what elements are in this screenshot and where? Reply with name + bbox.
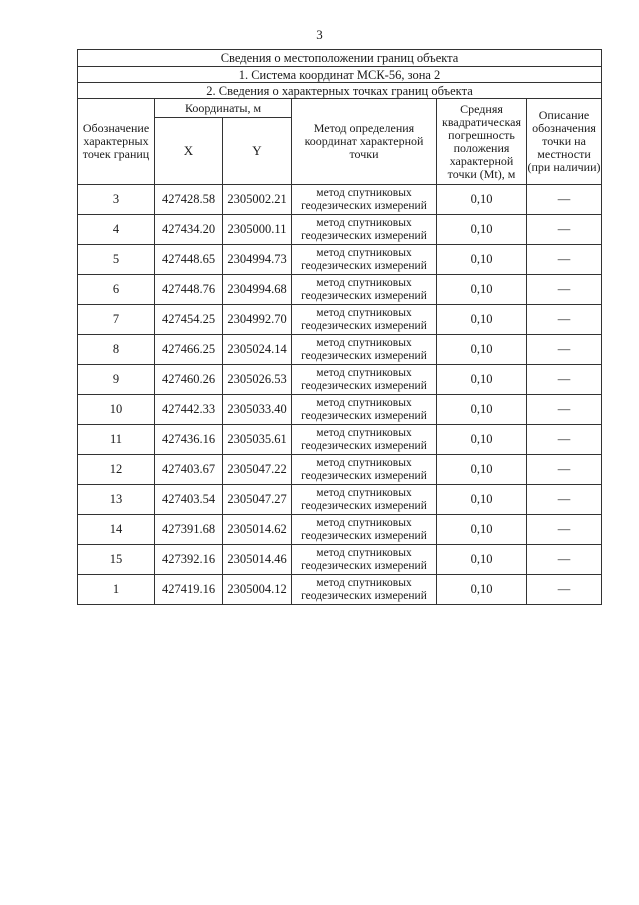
method-text-line2: геодезических измерений: [301, 349, 427, 362]
table-row: [78, 575, 602, 605]
method-cell: [292, 365, 437, 395]
x-coordinate-cell: 427392.16: [155, 545, 223, 575]
header-description: Описание обозначения точки на местности (при наличии): [527, 99, 602, 185]
method-cell: [292, 305, 437, 335]
method-text-line1: метод спутниковых: [316, 247, 412, 259]
y-coordinate-cell: 2304994.68: [223, 275, 292, 305]
method-text-line2: геодезических измерений: [301, 289, 427, 302]
method-cell: [292, 245, 437, 275]
x-coordinate-cell: 427428.58: [155, 185, 223, 215]
x-coordinate-cell: 427442.33: [155, 395, 223, 425]
table-row: [78, 245, 602, 275]
boundary-points-table: [77, 49, 602, 605]
accuracy-cell: 0,10: [437, 365, 527, 395]
x-coordinate-cell: 427419.16: [155, 575, 223, 605]
method-text-line2: геодезических измерений: [301, 529, 427, 542]
x-coordinate-cell: 427436.16: [155, 425, 223, 455]
method-text-line2: геодезических измерений: [301, 199, 427, 212]
coordinate-system-label: 1. Система координат МСК-56, зона 2: [78, 67, 602, 83]
method-text-line2: геодезических измерений: [301, 559, 427, 572]
method-cell: [292, 545, 437, 575]
description-cell: —: [527, 395, 602, 425]
point-id-cell: 11: [78, 425, 155, 455]
table-row: [78, 455, 602, 485]
header-y: Y: [223, 118, 292, 185]
method-text-line2: геодезических измерений: [301, 439, 427, 452]
point-id-cell: 9: [78, 365, 155, 395]
method-cell: [292, 395, 437, 425]
method-cell: [292, 485, 437, 515]
x-coordinate-cell: 427391.68: [155, 515, 223, 545]
table-row: [78, 545, 602, 575]
method-text-line1: метод спутниковых: [316, 397, 412, 409]
table-row: [78, 395, 602, 425]
y-coordinate-cell: 2305004.12: [223, 575, 292, 605]
method-text-line1: метод спутниковых: [316, 367, 412, 379]
y-coordinate-cell: 2305035.61: [223, 425, 292, 455]
method-text-line1: метод спутниковых: [316, 307, 412, 319]
method-text-line1: метод спутниковых: [316, 217, 412, 229]
section-row: [78, 83, 602, 99]
method-text-line1: метод спутниковых: [316, 457, 412, 469]
description-cell: —: [527, 515, 602, 545]
x-coordinate-cell: 427460.26: [155, 365, 223, 395]
table-row: [78, 215, 602, 245]
description-cell: —: [527, 245, 602, 275]
method-cell: [292, 455, 437, 485]
method-cell: [292, 335, 437, 365]
method-text-line2: геодезических измерений: [301, 259, 427, 272]
description-cell: —: [527, 185, 602, 215]
description-cell: —: [527, 365, 602, 395]
page-number: 3: [316, 27, 323, 42]
accuracy-cell: 0,10: [437, 395, 527, 425]
description-cell: —: [527, 425, 602, 455]
accuracy-cell: 0,10: [437, 485, 527, 515]
description-cell: —: [527, 305, 602, 335]
method-text-line1: метод спутниковых: [316, 547, 412, 559]
x-coordinate-cell: 427403.67: [155, 455, 223, 485]
y-coordinate-cell: 2305014.62: [223, 515, 292, 545]
table-row: [78, 275, 602, 305]
y-coordinate-cell: 2305026.53: [223, 365, 292, 395]
point-id-cell: 13: [78, 485, 155, 515]
x-coordinate-cell: 427448.65: [155, 245, 223, 275]
x-coordinate-cell: 427454.25: [155, 305, 223, 335]
method-text-line2: геодезических измерений: [301, 589, 427, 602]
y-coordinate-cell: 2305002.21: [223, 185, 292, 215]
table-row: [78, 515, 602, 545]
y-coordinate-cell: 2304992.70: [223, 305, 292, 335]
y-coordinate-cell: 2305033.40: [223, 395, 292, 425]
point-id-cell: 6: [78, 275, 155, 305]
y-coordinate-cell: 2305014.46: [223, 545, 292, 575]
method-text-line2: геодезических измерений: [301, 499, 427, 512]
table-title: Сведения о местоположении границ объекта: [78, 50, 602, 67]
point-id-cell: 5: [78, 245, 155, 275]
method-text-line2: геодезических измерений: [301, 229, 427, 242]
method-cell: [292, 515, 437, 545]
description-cell: —: [527, 575, 602, 605]
method-text-line1: метод спутниковых: [316, 337, 412, 349]
method-text-line2: геодезических измерений: [301, 319, 427, 332]
point-id-cell: 15: [78, 545, 155, 575]
accuracy-cell: 0,10: [437, 425, 527, 455]
table-row: [78, 305, 602, 335]
point-id-cell: 12: [78, 455, 155, 485]
point-id-cell: 7: [78, 305, 155, 335]
accuracy-cell: 0,10: [437, 305, 527, 335]
header-accuracy: Средняя квадратическая погрешность положения характерной точки (Mt), м: [437, 99, 527, 185]
method-text-line1: метод спутниковых: [316, 487, 412, 499]
accuracy-cell: 0,10: [437, 575, 527, 605]
header-row: [78, 99, 602, 118]
header-point-id: Обозначение характерных точек границ: [78, 99, 155, 185]
description-cell: —: [527, 545, 602, 575]
method-text-line1: метод спутниковых: [316, 427, 412, 439]
y-coordinate-cell: 2304994.73: [223, 245, 292, 275]
point-id-cell: 8: [78, 335, 155, 365]
description-cell: —: [527, 455, 602, 485]
method-text-line2: геодезических измерений: [301, 469, 427, 482]
accuracy-cell: 0,10: [437, 215, 527, 245]
point-id-cell: 4: [78, 215, 155, 245]
table-title-row: [78, 50, 602, 67]
point-id-cell: 1: [78, 575, 155, 605]
table-row: [78, 425, 602, 455]
points-section-label: 2. Сведения о характерных точках границ объекта: [78, 83, 602, 99]
description-cell: —: [527, 485, 602, 515]
accuracy-cell: 0,10: [437, 545, 527, 575]
y-coordinate-cell: 2305000.11: [223, 215, 292, 245]
table-row: [78, 365, 602, 395]
point-id-cell: 14: [78, 515, 155, 545]
point-id-cell: 3: [78, 185, 155, 215]
description-cell: —: [527, 275, 602, 305]
table-row: [78, 485, 602, 515]
table-row: [78, 335, 602, 365]
method-cell: [292, 425, 437, 455]
method-text-line1: метод спутниковых: [316, 517, 412, 529]
accuracy-cell: 0,10: [437, 455, 527, 485]
y-coordinate-cell: 2305047.22: [223, 455, 292, 485]
header-method: Метод определения координат характерной точки: [292, 99, 437, 185]
table-row: [78, 185, 602, 215]
x-coordinate-cell: 427434.20: [155, 215, 223, 245]
y-coordinate-cell: 2305024.14: [223, 335, 292, 365]
method-text-line2: геодезических измерений: [301, 409, 427, 422]
method-cell: [292, 185, 437, 215]
method-text-line1: метод спутниковых: [316, 187, 412, 199]
method-cell: [292, 275, 437, 305]
method-cell: [292, 575, 437, 605]
accuracy-cell: 0,10: [437, 515, 527, 545]
header-x: X: [155, 118, 223, 185]
accuracy-cell: 0,10: [437, 275, 527, 305]
method-text-line1: метод спутниковых: [316, 277, 412, 289]
method-cell: [292, 215, 437, 245]
x-coordinate-cell: 427448.76: [155, 275, 223, 305]
y-coordinate-cell: 2305047.27: [223, 485, 292, 515]
accuracy-cell: 0,10: [437, 245, 527, 275]
description-cell: —: [527, 215, 602, 245]
accuracy-cell: 0,10: [437, 185, 527, 215]
accuracy-cell: 0,10: [437, 335, 527, 365]
x-coordinate-cell: 427466.25: [155, 335, 223, 365]
description-cell: —: [527, 335, 602, 365]
method-text-line2: геодезических измерений: [301, 379, 427, 392]
section-row: [78, 67, 602, 83]
header-coordinates: Координаты, м: [155, 99, 292, 118]
x-coordinate-cell: 427403.54: [155, 485, 223, 515]
method-text-line1: метод спутниковых: [316, 577, 412, 589]
point-id-cell: 10: [78, 395, 155, 425]
